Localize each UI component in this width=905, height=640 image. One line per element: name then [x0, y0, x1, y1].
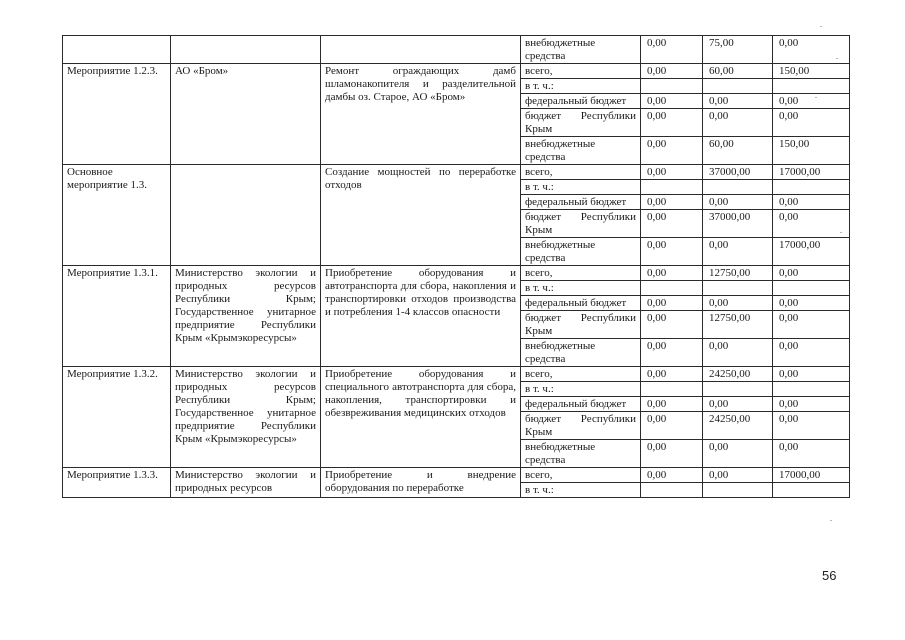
value-cell: 0,00 [703, 195, 773, 210]
executor-cell: АО «Бром» [171, 64, 321, 165]
value-cell [703, 180, 773, 195]
funding-source-label: внебюджетные средства [521, 137, 641, 165]
value-cell [703, 382, 773, 397]
funding-source-label: федеральный бюджет [521, 94, 641, 109]
funding-source-label: внебюджетные средства [521, 339, 641, 367]
funding-source-label: в т. ч.: [521, 180, 641, 195]
value-cell [641, 382, 703, 397]
value-cell [773, 382, 850, 397]
value-cell [703, 79, 773, 94]
funding-source-label: федеральный бюджет [521, 296, 641, 311]
value-cell: 0,00 [773, 412, 850, 440]
value-cell: 0,00 [703, 296, 773, 311]
value-cell [773, 79, 850, 94]
funding-source-label: всего, [521, 367, 641, 382]
value-cell: 75,00 [703, 36, 773, 64]
value-cell: 0,00 [641, 440, 703, 468]
value-cell: 0,00 [703, 238, 773, 266]
measure-cell: Мероприятие 1.3.3. [63, 468, 171, 498]
executor-cell [171, 36, 321, 64]
description-cell: Приобретение оборудования и автотранспорта для сбора, накопления и транспортировки отходов производства и потребления 1-4 классов опасности [321, 266, 521, 367]
table-row [63, 266, 850, 281]
value-cell: 0,00 [641, 468, 703, 483]
value-cell: 0,00 [641, 109, 703, 137]
value-cell: 37000,00 [703, 165, 773, 180]
value-cell: 0,00 [641, 311, 703, 339]
funding-source-label: внебюджетные средства [521, 238, 641, 266]
table-row [63, 367, 850, 382]
value-cell [703, 483, 773, 498]
value-cell: 0,00 [641, 64, 703, 79]
value-cell: 0,00 [703, 339, 773, 367]
value-cell: 0,00 [773, 109, 850, 137]
value-cell: 150,00 [773, 137, 850, 165]
funding-source-label: всего, [521, 266, 641, 281]
value-cell: 17000,00 [773, 468, 850, 483]
funding-source-label: бюджет Республики Крым [521, 210, 641, 238]
value-cell: 0,00 [641, 296, 703, 311]
value-cell: 0,00 [703, 440, 773, 468]
value-cell: 24250,00 [703, 412, 773, 440]
funding-source-label: федеральный бюджет [521, 397, 641, 412]
funding-source-label: в т. ч.: [521, 281, 641, 296]
value-cell: 0,00 [641, 397, 703, 412]
value-cell: 24250,00 [703, 367, 773, 382]
measure-cell [63, 36, 171, 64]
description-cell: Приобретение и внедрение оборудования по переработке [321, 468, 521, 498]
value-cell: 0,00 [641, 266, 703, 281]
value-cell: 37000,00 [703, 210, 773, 238]
description-cell: Создание мощностей по переработке отходов [321, 165, 521, 266]
funding-source-label: бюджет Республики Крым [521, 412, 641, 440]
funding-source-label: всего, [521, 64, 641, 79]
funding-source-label: федеральный бюджет [521, 195, 641, 210]
scan-speck [815, 97, 817, 98]
executor-cell: Министерство экологии и природных ресурсов Республики Крым; Государственное унитарное предприятие Республики Крым «Крымэкоресурсы» [171, 266, 321, 367]
measure-cell: Мероприятие 1.2.3. [63, 64, 171, 165]
funding-source-label: бюджет Республики Крым [521, 109, 641, 137]
measure-cell: Мероприятие 1.3.1. [63, 266, 171, 367]
value-cell: 0,00 [641, 195, 703, 210]
value-cell [703, 281, 773, 296]
executor-cell: Министерство экологии и природных ресурсов [171, 468, 321, 498]
value-cell: 0,00 [641, 210, 703, 238]
value-cell: 0,00 [773, 210, 850, 238]
value-cell: 0,00 [641, 137, 703, 165]
value-cell: 0,00 [773, 339, 850, 367]
value-cell: 0,00 [641, 412, 703, 440]
value-cell: 0,00 [773, 266, 850, 281]
value-cell: 12750,00 [703, 311, 773, 339]
value-cell: 0,00 [641, 238, 703, 266]
funding-source-label: внебюджетные средства [521, 440, 641, 468]
funding-source-label: бюджет Республики Крым [521, 311, 641, 339]
value-cell: 17000,00 [773, 165, 850, 180]
value-cell: 0,00 [641, 36, 703, 64]
scan-speck [830, 520, 832, 521]
value-cell [773, 281, 850, 296]
value-cell [641, 483, 703, 498]
value-cell: 17000,00 [773, 238, 850, 266]
value-cell: 0,00 [773, 94, 850, 109]
measure-cell: Основное мероприятие 1.3. [63, 165, 171, 266]
value-cell [773, 483, 850, 498]
value-cell: 0,00 [773, 440, 850, 468]
value-cell: 12750,00 [703, 266, 773, 281]
value-cell: 0,00 [703, 94, 773, 109]
page-number: 56 [822, 568, 837, 583]
funding-source-label: в т. ч.: [521, 79, 641, 94]
description-cell [321, 36, 521, 64]
value-cell: 60,00 [703, 64, 773, 79]
scan-speck [840, 232, 842, 233]
financing-table [62, 35, 850, 498]
value-cell: 60,00 [703, 137, 773, 165]
value-cell: 0,00 [703, 397, 773, 412]
value-cell [641, 79, 703, 94]
scan-speck [820, 26, 822, 27]
description-cell: Ремонт ограждающих дамб шламонакопителя и разделительной дамбы оз. Старое, АО «Бром» [321, 64, 521, 165]
value-cell: 0,00 [703, 109, 773, 137]
value-cell: 0,00 [641, 367, 703, 382]
executor-cell: Министерство экологии и природных ресурсов Республики Крым; Государственное унитарное предприятие Республики Крым «Крымэкоресурсы» [171, 367, 321, 468]
funding-source-label: всего, [521, 165, 641, 180]
value-cell: 0,00 [773, 195, 850, 210]
value-cell: 0,00 [703, 468, 773, 483]
value-cell: 0,00 [773, 397, 850, 412]
funding-source-label: в т. ч.: [521, 382, 641, 397]
value-cell: 0,00 [641, 339, 703, 367]
funding-source-label: в т. ч.: [521, 483, 641, 498]
funding-source-label: всего, [521, 468, 641, 483]
value-cell: 0,00 [773, 296, 850, 311]
value-cell [773, 180, 850, 195]
scan-speck [836, 58, 838, 59]
value-cell [641, 281, 703, 296]
table-row [63, 36, 850, 64]
value-cell [641, 180, 703, 195]
value-cell: 0,00 [773, 36, 850, 64]
value-cell: 0,00 [641, 165, 703, 180]
value-cell: 0,00 [641, 94, 703, 109]
value-cell: 150,00 [773, 64, 850, 79]
value-cell: 0,00 [773, 367, 850, 382]
measure-cell: Мероприятие 1.3.2. [63, 367, 171, 468]
executor-cell [171, 165, 321, 266]
value-cell: 0,00 [773, 311, 850, 339]
funding-source-label: внебюджетные средства [521, 36, 641, 64]
table-row [63, 64, 850, 79]
table-row [63, 165, 850, 180]
description-cell: Приобретение оборудования и специального автотранспорта для сбора, накопления, транспортировки и обезвреживания медицинских отходов [321, 367, 521, 468]
table-row [63, 468, 850, 483]
